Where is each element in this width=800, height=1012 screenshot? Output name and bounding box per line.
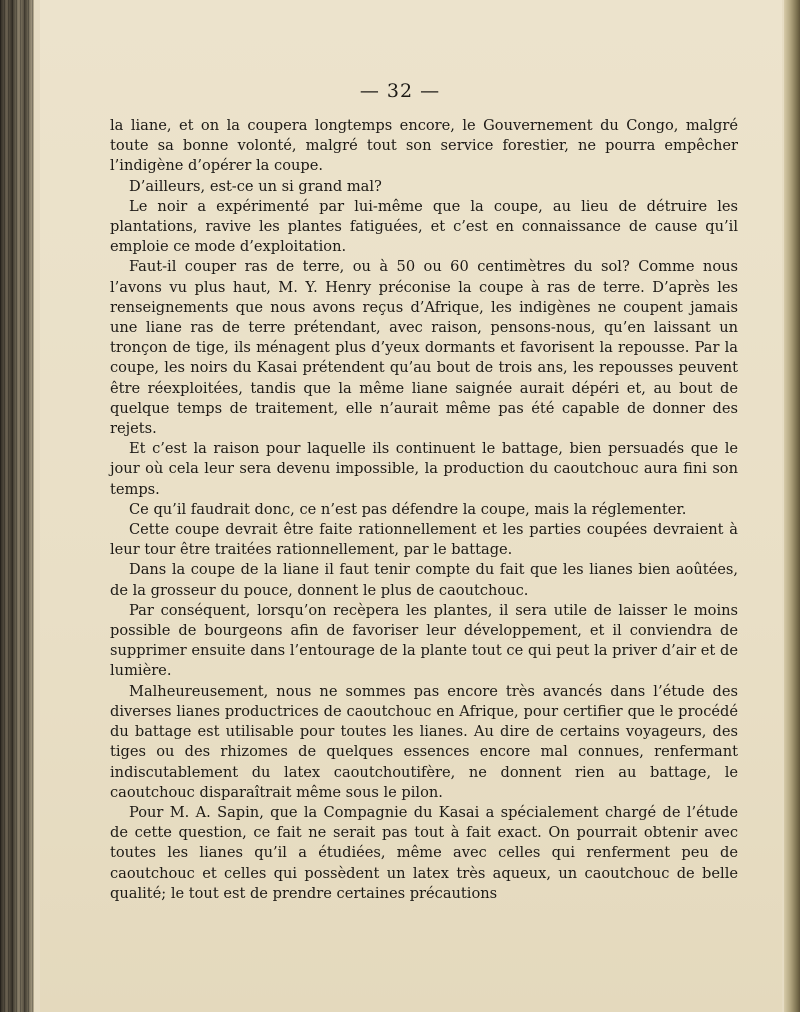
paragraph: Cette coupe devrait être faite rationnellement et les parties coupées devraient à leur tour être traitées rationnellement, par le battage. <box>110 521 738 559</box>
page-number: — 32 — <box>359 80 441 102</box>
paragraph: Faut-il couper ras de terre, ou à 50 ou 60 centimètres du sol? Comme nous l’avons vu plus haut, M. Y. Henry préconise la coupe à ras de terre. D’après les renseignements que nous avons reçus d’Afrique, les indigènes ne coupent jamais une liane ras de terre prétendant, avec raison, pensons-nous, qu’en laissant un tronçon de tige, ils ménagent plus d’yeux dormants et favorisent la repousse. Par la coupe, les noirs du Kasai prétendent qu’au bout de trois ans, les repousses peuvent être réexploitées, tandis que la même liane saignée aurait dépéri et, au bout de quelque temps de traitement, elle n’aurait même pas été capable de donner des rejets. <box>110 258 738 438</box>
paragraph: D’ailleurs, est-ce un si grand mal? <box>129 177 382 195</box>
paragraph: Dans la coupe de la liane il faut tenir compte du fait que les lianes bien aoûtées, de la grosseur du pouce, donnent le plus de caoutchouc. <box>110 561 738 599</box>
paragraph: Le noir a expérimenté par lui-même que la coupe, au lieu de détruire les plantations, ravive les plantes fatiguées, et c’est en connaissance de cause qu’il emploie ce mode d’exploitation. <box>110 197 738 256</box>
paragraph: Par conséquent, lorsqu’on recèpera les plantes, il sera utile de laisser le moins possible de bourgeons afin de favoriser leur développement, et il conviendra de supprimer ensuite dans l’entourage de la plante tout ce qui peut la priver d’air et de lumière. <box>110 601 738 680</box>
paragraph: Pour M. A. Sapin, que la Compagnie du Kasai a spécialement chargé de l’étude de cette question, ce fait ne serait pas tout à fait exact. On pourrait obtenir avec toutes les lianes qu’il a étudiées, même avec celles qui renferment peu de caoutchouc et celles qui possèdent un latex très aqueux, un caoutchouc de belle qualité; le tout est de prendre certaines précautions <box>110 803 738 902</box>
page-right-edge <box>784 0 800 1012</box>
paragraph: Ce qu’il faudrait donc, ce n’est pas défendre la coupe, mais la réglementer. <box>129 500 687 518</box>
paragraph: Malheureusement, nous ne sommes pas encore très avancés dans l’étude des diverses lianes productrices de caoutchouc en Afrique, pour certifier que le procédé du battage est utilisable pour toutes les lianes. Au dire de certains voyageurs, des tiges ou des rhizomes de quelques essences encore mal connues, renfermant indiscutablement du latex caoutchoutifère, ne donnent rien au battage, le caoutchouc disparaîtrait même sous le pilon. <box>110 682 738 801</box>
book-binding-edge <box>0 0 34 1012</box>
body-text <box>110 116 738 904</box>
paragraph: Et c’est la raison pour laquelle ils continuent le battage, bien persuadés que le jour où cela leur sera devenu impossible, la production du caoutchouc aura fini son temps. <box>110 440 738 498</box>
paragraph: la liane, et on la coupera longtemps encore, le Gouvernement du Congo, malgré toute sa bonne volonté, malgré tout son service forestier, ne pourra empêcher l’indigène d’opérer la coupe. <box>110 117 738 175</box>
